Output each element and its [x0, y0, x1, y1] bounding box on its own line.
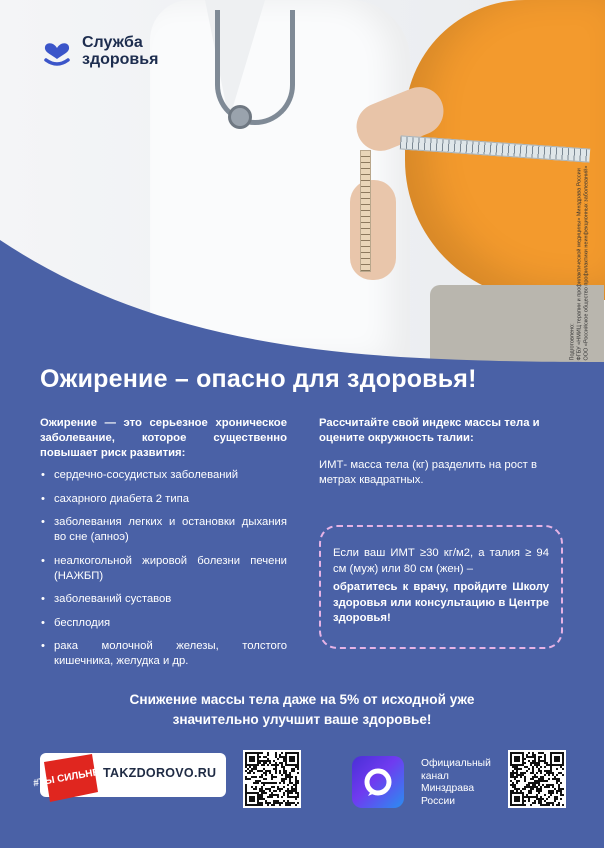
bottom-message-line-2: значительно улучшит ваше здоровье!: [172, 712, 432, 727]
official-channel-label: [421, 758, 503, 808]
heart-smile-icon: [40, 34, 74, 68]
bottom-message: [0, 690, 604, 730]
channel-line-3: Минздрава: [421, 783, 475, 794]
list-item: • заболеваний суставов: [40, 592, 287, 607]
bmi-heading: Рассчитайте свой индекс массы тела и оцените окружность талии:: [319, 417, 540, 444]
credit-line-2: ФГБУ «НМИЦ терапии и профилактической медицины» Минздрава России: [576, 168, 583, 361]
sluzhba-zdorovya-logo: [40, 34, 158, 68]
channel-line-1: Официальный: [421, 758, 491, 769]
qr-code-icon[interactable]: [508, 750, 566, 808]
callout-condition: Если ваш ИМТ ≥30 кг/м2, а талия ≥ 94 см (муж) или 80 см (жен) –: [333, 547, 549, 575]
website-link[interactable]: TAKZDOROVO.RU: [103, 766, 217, 780]
list-item: • рака молочной железы, толстого кишечника, желудка и др.: [40, 639, 287, 669]
bottom-message-line-1: Снижение массы тела даже на 5% от исходной уже: [129, 692, 475, 707]
emblem-text: #ТЫ СИЛЬНЕЕ: [32, 765, 107, 790]
callout-action: обратитесь к врачу, пройдите Школу здоровья или консультацию в Центре здоровья!: [333, 581, 549, 624]
credit-line-1: Подготовлено:: [569, 323, 576, 361]
logo-line-2: здоровья: [82, 51, 159, 68]
list-item: • сахарного диабета 2 типа: [40, 492, 287, 507]
channel-line-2: канал: [421, 770, 449, 782]
stethoscope-head: [228, 105, 252, 129]
risks-column: [40, 416, 287, 678]
qr-code-icon[interactable]: [243, 750, 301, 808]
risk-list: [40, 468, 287, 669]
logo-line-1: Служба: [82, 34, 143, 51]
page-title: Ожирение – опасно для здоровья!: [40, 365, 477, 393]
credit-line-3: ООО «Российское общество профилактики неинфекционных заболеваний»: [583, 165, 590, 361]
obesity-intro: Ожирение — это серьезное хроническое заболевание, которое существенно повышает риск развития:: [40, 417, 287, 459]
max-app-icon[interactable]: [352, 756, 404, 808]
channel-line-4: России: [421, 795, 455, 807]
ty-silnee-emblem-icon: [32, 752, 107, 804]
bmi-definition: ИМТ- масса тела (кг) разделить на рост в метрах квадратных.: [319, 459, 537, 486]
list-item: • заболевания легких и остановки дыхания во сне (апноэ): [40, 515, 287, 545]
list-item: • сердечно-сосудистых заболеваний: [40, 468, 287, 483]
stethoscope: [215, 10, 295, 125]
bmi-column: [319, 416, 566, 488]
list-item: • бесплодия: [40, 616, 287, 631]
callout-text: [333, 546, 549, 627]
list-item: • неалкогольной жировой болезни печени (НАЖБП): [40, 554, 287, 584]
app-logo-icon: [363, 767, 393, 797]
